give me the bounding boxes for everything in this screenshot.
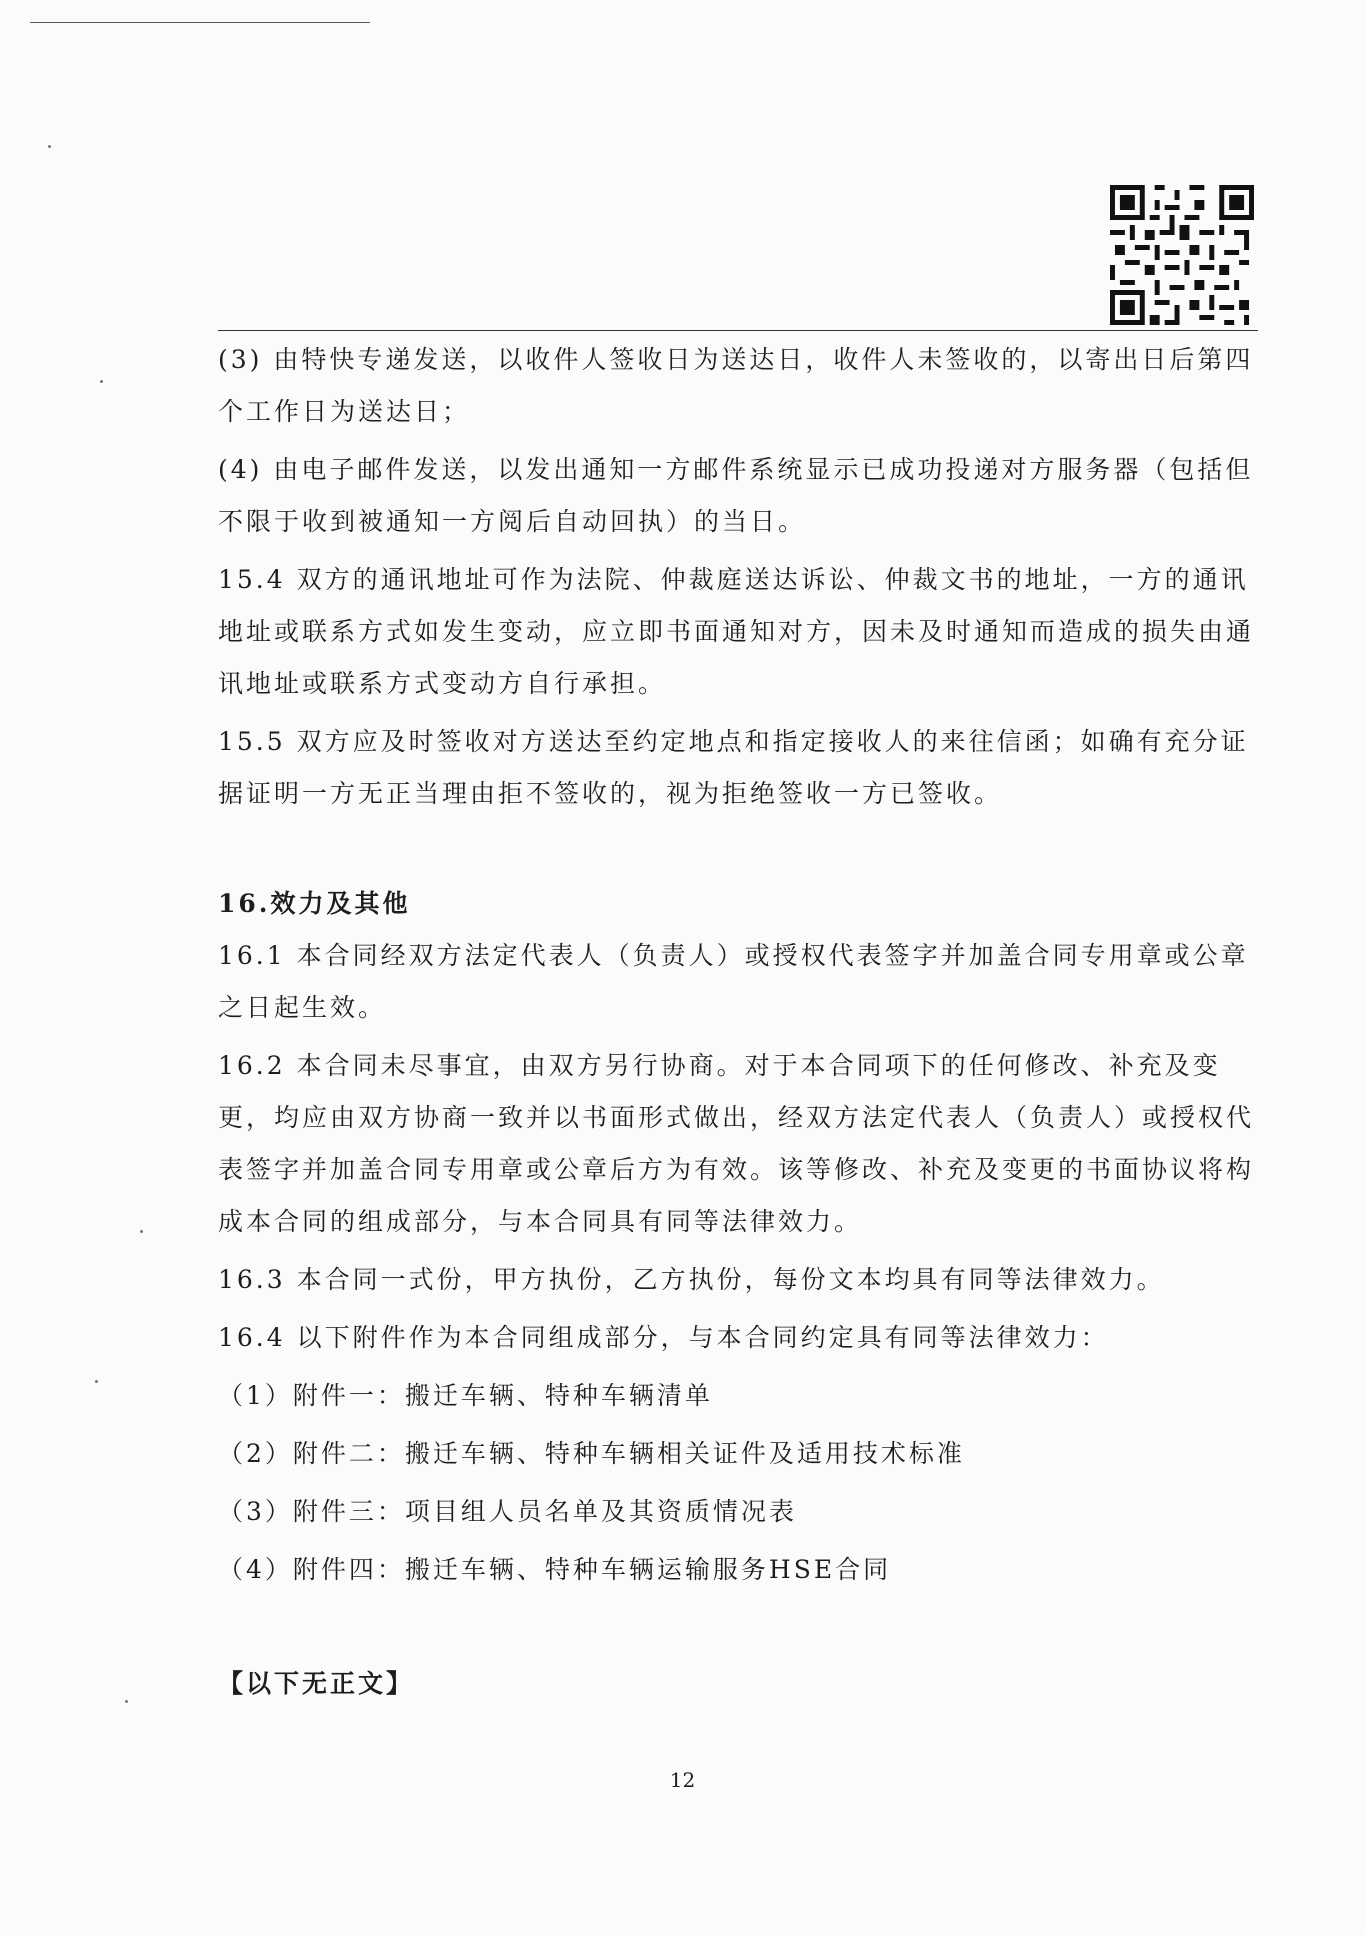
clause-16-4: 16.4 以下附件作为本合同组成部分，与本合同约定具有同等法律效力：	[218, 1323, 1109, 1352]
attachment-item-4: （4）附件四：搬迁车辆、特种车辆运输服务HSE合同	[218, 1555, 892, 1584]
scan-speck	[48, 145, 51, 148]
qr-code	[1110, 185, 1254, 325]
clause-15-4: 15.4 双方的通讯地址可作为法院、仲裁庭送达诉讼、仲裁文书的地址，一方的通讯地址或联系方式如发生变动，应立即书面通知对方，因未及时通知而造成的损失由通讯地址或联系方式变动方自行承担。	[218, 565, 1255, 698]
section-16-heading: 16.效力及其他	[218, 889, 411, 918]
contract-body	[218, 334, 1263, 1735]
scan-speck	[125, 1700, 128, 1703]
top-edge-line	[30, 22, 370, 23]
clause-delivery-email: (4) 由电子邮件发送，以发出通知一方邮件系统显示已成功投递对方服务器（包括但不限于收到被通知一方阅后自动回执）的当日。	[218, 455, 1254, 536]
scan-speck	[100, 380, 103, 383]
attachment-item-3: （3）附件三：项目组人员名单及其资质情况表	[218, 1497, 797, 1526]
clause-16-1: 16.1 本合同经双方法定代表人（负责人）或授权代表签字并加盖合同专用章或公章之日起生效。	[218, 941, 1249, 1022]
clause-16-2: 16.2 本合同未尽事宜，由双方另行协商。对于本合同项下的任何修改、补充及变更，均应由双方协商一致并以书面形式做出，经双方法定代表人（负责人）或授权代表签字并加盖合同专用章或公章后方为有效。该等修改、补充及变更的书面协议将构成本合同的组成部分，与本合同具有同等法律效力。	[218, 1051, 1255, 1236]
attachment-item-1: （1）附件一：搬迁车辆、特种车辆清单	[218, 1381, 713, 1410]
page-number: 12	[669, 1768, 696, 1792]
attachment-item-2: （2）附件二：搬迁车辆、特种车辆相关证件及适用技术标准	[218, 1439, 965, 1468]
clause-15-5: 15.5 双方应及时签收对方送达至约定地点和指定接收人的来往信函；如确有充分证据证明一方无正当理由拒不签收的，视为拒绝签收一方已签收。	[218, 727, 1249, 808]
end-of-text-mark: 【以下无正文】	[218, 1669, 415, 1698]
clause-delivery-express: (3) 由特快专递发送，以收件人签收日为送达日，收件人未签收的，以寄出日后第四个工作日为送达日；	[218, 345, 1254, 426]
scan-speck	[140, 1230, 143, 1233]
clause-16-3: 16.3 本合同一式份，甲方执份，乙方执份，每份文本均具有同等法律效力。	[218, 1265, 1165, 1294]
header-divider	[218, 330, 1258, 331]
scan-speck	[95, 1380, 98, 1383]
